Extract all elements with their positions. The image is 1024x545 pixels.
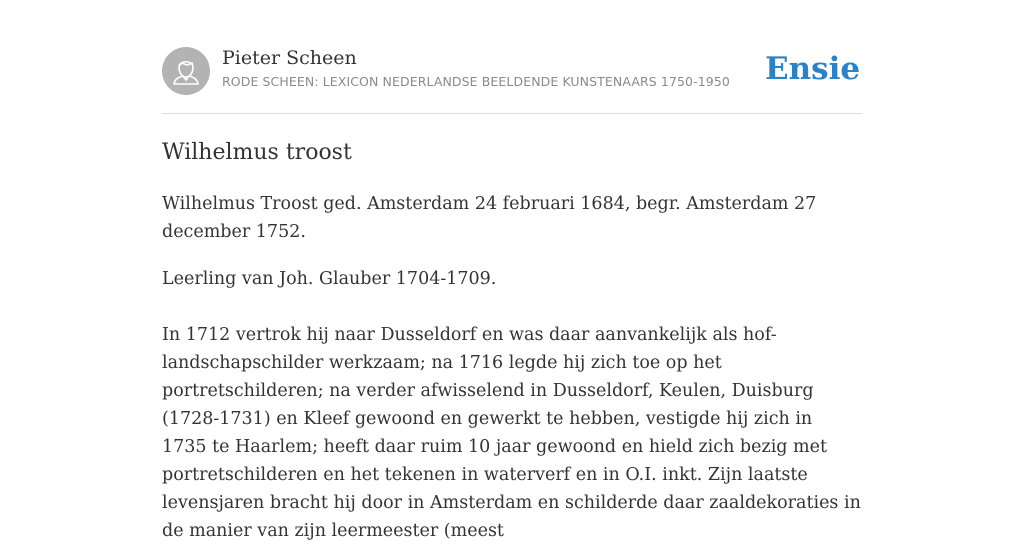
author-name[interactable]: Pieter Scheen xyxy=(222,47,357,69)
user-icon xyxy=(162,47,210,95)
source-label[interactable]: RODE SCHEEN: LEXICON NEDERLANDSE BEELDENDE KUNSTENAARS 1750-1950 xyxy=(222,74,730,89)
paragraph-3: In 1712 vertrok hij naar Dusseldorf en was daar aanvankelijk als hof-landschapschilder werkzaam; na 1716 legde hij zich toe op het portretschilderen; na verder afwisselend in Dusseldorf, Keulen, Duisburg (1728-1731) en Kleef gewoond en gewerkt te hebben, vestigde hij zich in 1735 te Haarlem; heeft daar ruim 10 jaar gewoond en hield zich bezig met portretschilderen en het tekenen in waterverf en in O.I. inkt. Zijn laatste levensjaren bracht hij door in Amsterdam en schilderde daar zaaldekoraties in de manier van zijn leermeester (meest xyxy=(162,325,861,541)
paragraph-2: Leerling van Joh. Glauber 1704-1709. xyxy=(162,269,497,289)
article-title: Wilhelmus troost xyxy=(162,140,352,165)
author-avatar[interactable] xyxy=(162,47,210,95)
article-body xyxy=(162,190,862,545)
paragraph-1: Wilhelmus Troost ged. Amsterdam 24 februari 1684, begr. Amsterdam 27 december 1752. xyxy=(162,194,817,242)
header-divider xyxy=(162,113,862,114)
ensie-logo[interactable]: Ensie xyxy=(765,51,861,87)
article-header xyxy=(162,46,862,96)
